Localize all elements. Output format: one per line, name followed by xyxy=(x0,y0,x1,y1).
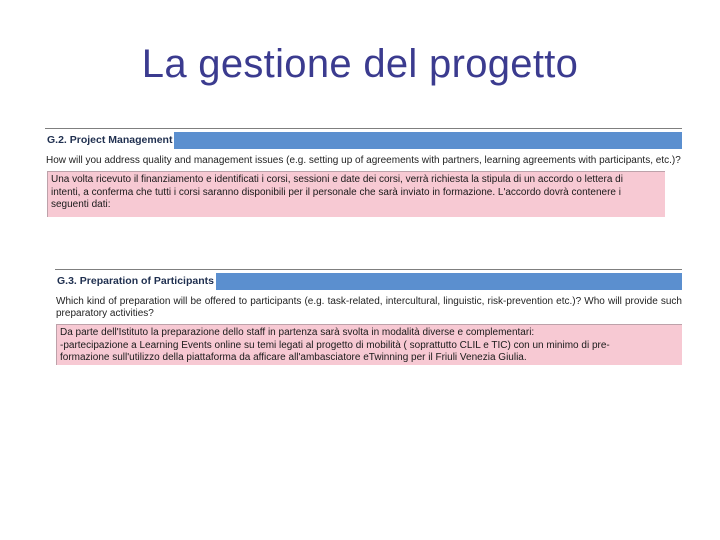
preparation-section xyxy=(55,269,682,365)
answer-field[interactable] xyxy=(56,324,682,365)
answer-line: Una volta ricevuto il finanziamento e identificati i corsi, sessioni e date dei corsi, verrà richiesta la stipula di un accordo o lettera di xyxy=(51,174,623,185)
answer-line: Da parte dell'Istituto la preparazione dello staff in partenza sarà svolta in modalità diverse e complementari: xyxy=(60,327,535,338)
section-divider xyxy=(45,128,682,129)
answer-line: intenti, a conferma che tutti i corsi saranno disponibili per il personale che sarà inviato in formazione. L'accordo dovrà contenere i xyxy=(51,186,621,198)
project-management-section xyxy=(45,128,682,217)
answer-line: -partecipazione a Learning Events online su temi legati al progetto di mobilità ( soprattutto CLIL e TIC) con un minimo di pre- xyxy=(60,339,610,351)
slide-title: La gestione del progetto xyxy=(141,42,579,86)
section-question: Which kind of preparation will be offered to participants (e.g. task-related, intercultural, linguistic, risk-prevention etc.)? Who will provide such preparatory activities? xyxy=(56,296,682,319)
answer-line: formazione sull'utilizzo della piattaforma da afficare all'ambasciatore eTwinning per il Friuli Venezia Giulia. xyxy=(60,352,527,363)
section-divider xyxy=(55,269,682,270)
section-header-bar xyxy=(55,273,682,290)
section-header-label: G.2. Project Management xyxy=(45,132,174,149)
section-question: How will you address quality and management issues (e.g. setting up of agreements with partners, learning agreements with participants, etc.)? xyxy=(46,155,681,166)
section-header-bar xyxy=(45,132,682,149)
answer-field[interactable] xyxy=(47,171,665,217)
answer-line: seguenti dati: xyxy=(51,199,111,210)
section-header-label: G.3. Preparation of Participants xyxy=(55,273,216,290)
